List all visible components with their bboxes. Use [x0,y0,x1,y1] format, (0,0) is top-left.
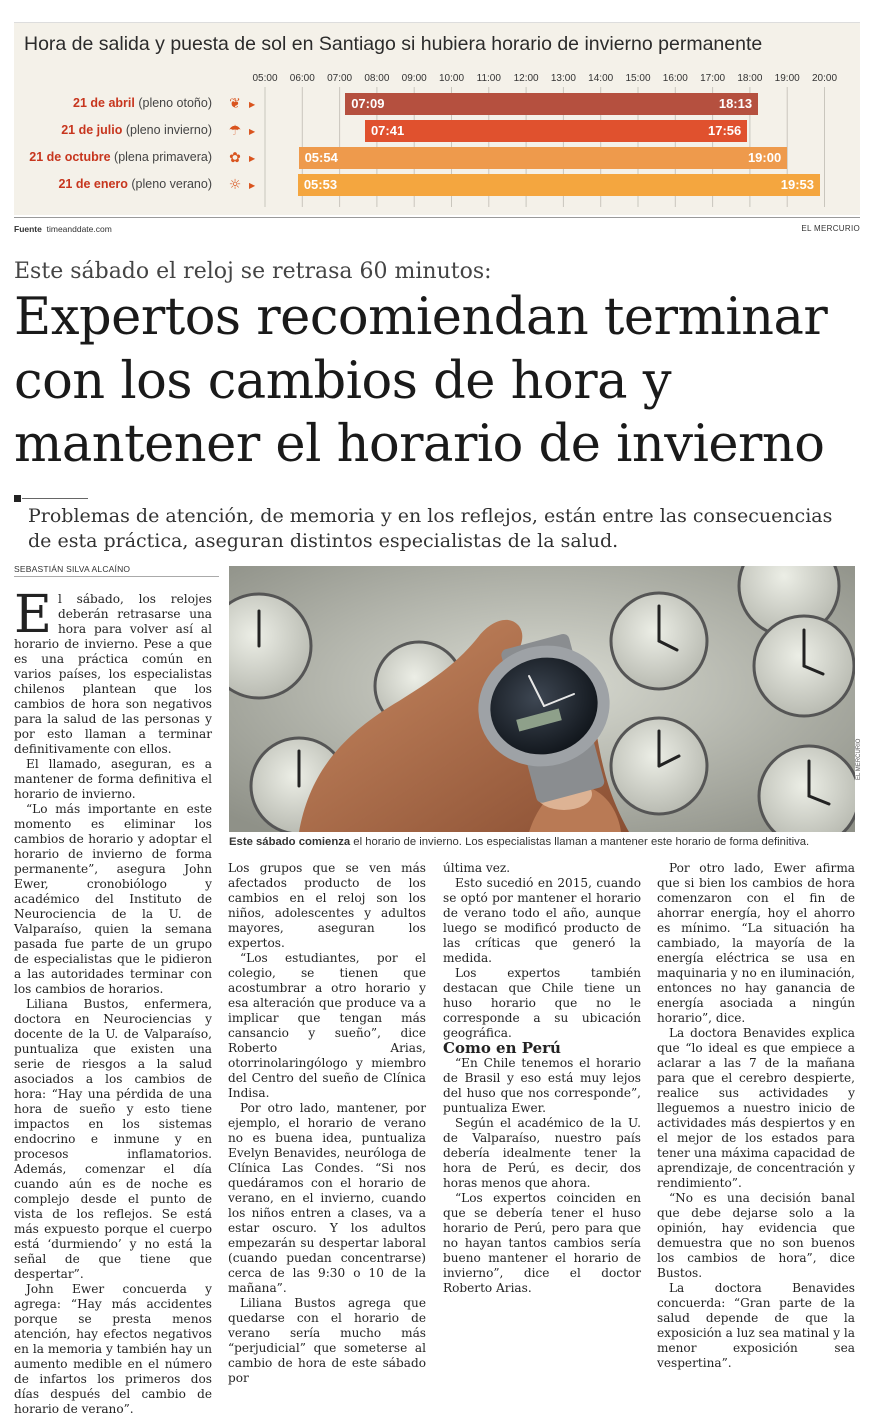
hour-tick-label: 14:00 [588,73,614,84]
body-paragraph: Por otro lado, Ewer afirma que si bien los cambios de hora comenzaron con el fin de ahorrar energía, hoy el ahorro es mínimo. “La situación ha cambiado, la mayoría de la energía eléctrica se usa en maquinaria y no en iluminación, entonces no hay ganancia de energía asociada a ningún horario”, dice. [657,861,855,1025]
arrow-right-icon: ▶ [249,127,256,136]
arrow-right-icon: ▶ [249,181,256,190]
body-paragraph: l sábado, los relojes deberán retrasarse una hora para volver así al horario de invierno. Pese a que es una práctica común en varios países, los especialistas chilenos plantean que los cambios de hora son negativos para la salud de las personas y por esto llaman a terminar definitivamente con ellos. [14,592,212,756]
sunset-time: 19:53 [780,177,814,192]
rain-cloud-icon: ☂ [228,123,242,139]
hour-tick-label: 15:00 [625,73,651,84]
sun-hours-infographic [14,22,860,215]
infographic-bottom-rule [14,217,860,218]
hour-tick-label: 20:00 [811,73,838,84]
byline-rule [14,576,219,577]
hour-tick-label: 17:00 [700,73,726,84]
body-paragraph: La doctora Benavides concuerda: “Gran parte de la salud depende de que la exposición a luz sea matinal y la menor exposición sea vespertina”. [657,1281,855,1370]
sunrise-time: 07:41 [370,123,405,138]
body-paragraph: Esto sucedió en 2015, cuando se optó por mantener el horario de verano todo el año, aunque luego se modificó producto de las críticas que generó la medida. [443,876,641,965]
body-paragraph: “Los estudiantes, por el colegio, se tienen que acostumbrar a otro horario y esa alteración que produce va a implicar que tengan más cansancio y sueño”, dice Roberto Arias, otorrinolaringólogo y miembro del Centro del sueño de Clínica Indisa. [228,951,426,1100]
hour-tick-label: 16:00 [662,73,688,84]
row-label [22,96,212,110]
row-season: (pleno otoño) [134,96,212,110]
hour-tick-label: 19:00 [774,73,800,84]
brand-label: EL MERCURIO [801,224,860,233]
sunrise-time: 07:09 [351,96,385,111]
leaf-icon: ❦ [229,96,241,112]
daylight-bar [298,174,820,196]
sunrise-time: 05:53 [303,177,338,192]
row-date: 21 de abril [73,96,135,110]
body-paragraph: Los expertos también destacan que Chile tiene un huso horario que no le corresponde a su ubicación geográfica. [443,966,641,1040]
deck-bullet [14,495,21,502]
sunset-time: 17:56 [708,123,742,138]
arrow-right-icon: ▶ [249,154,256,163]
arrow-right-icon: ▶ [249,100,256,109]
row-date: 21 de enero [58,177,128,191]
row-label [22,177,212,191]
hour-tick-label: 06:00 [289,73,315,84]
sun-icon: ☼ [228,177,242,193]
sunset-time: 19:00 [747,150,782,165]
daylight-bar [345,93,758,115]
body-column-2 [228,861,426,1386]
row-season: (pleno verano) [127,177,212,191]
photo-illustration [229,566,855,832]
hour-tick-label: 10:00 [438,73,465,84]
drop-cap: E [14,585,52,645]
hour-tick-label: 18:00 [737,73,763,84]
daylight-bar [365,120,747,142]
body-paragraph: Los grupos que se ven más afectados producto de los cambios en el reloj son los niños, adolescentes y adultos mayores, aseguran los expertos. [228,861,426,950]
daylight-bar [299,147,788,169]
body-column-3 [443,861,641,1296]
deck-rule [22,498,88,499]
headline: Expertos recomiendan terminar con los cambios de hora y mantener el horario de invierno [14,288,828,474]
source-label: Fuente [14,224,42,234]
photo-hand-holding-watch [229,566,855,832]
body-paragraph: John Ewer concuerda y agrega: “Hay más accidentes porque se presta menos atención, hay efectos negativos en la memoria y también hay un aumento medible en el número de infartos los primeros dos días después del cambio de horario de verano”. [14,1282,212,1416]
deck: Problemas de atención, de memoria y en los reflejos, están entre las consecuencias de esta práctica, aseguran distintos especialistas de la salud. [28,505,833,552]
body-paragraph: “No es una decisión banal que debe dejarse solo a la opinión, hay evidencia que demuestra que no son buenos los cambios de hora”, dice Bustos. [657,1191,855,1280]
sunrise-time: 05:54 [304,150,338,165]
kicker: Este sábado el reloj se retrasa 60 minutos: [14,259,492,284]
subheading: Como en Perú [443,1039,561,1057]
body-column-4 [657,861,855,1371]
infographic-title: Hora de salida y puesta de sol en Santiago si hubiera horario de invierno permanente [24,33,763,55]
row-label [22,150,212,164]
hour-tick-label: 09:00 [401,73,427,84]
body-paragraph: “Lo más importante en este momento es eliminar los cambios de horario y adoptar el horario de invierno de forma permanente”, asegura John Ewer, cronobiólogo y académico del Instituto de Neurociencia de la U. de Valparaíso, quien la semana pasada fue parte de un grupo de especialistas que le pidieron a las autoridades terminar con los cambios de horarios. [14,802,212,996]
hour-tick-label: 11:00 [476,73,501,84]
caption-bold: Este sábado comienza [229,836,351,848]
body-paragraph: Liliana Bustos, enfermera, doctora en Neurociencias y docente de la U. de Valparaíso, puntualiza que existen una serie de riesgos a la salud asociados a los cambios de hora: “Hay una pérdida de una hora de sueño y esto tiene impactos en los sistemas endocrino e inmune y en procesos inflamatorios. Además, comenzar el día cuando aún es de noche es complejo desde el punto de vista de los reflejos. Se está más expuesto porque el cuerpo está ‘durmiendo’ y no está la señal de que tiene que despertar”. [14,997,212,1281]
hour-tick-label: 13:00 [550,73,576,84]
photo-caption [229,836,859,848]
flower-icon: ✿ [229,150,241,166]
photo-credit: EL MERCURIO [856,738,862,780]
byline: SEBASTIÁN SILVA ALCAÍNO [14,564,131,574]
source-value: timeanddate.com [46,224,112,234]
sunset-time: 18:13 [718,96,753,111]
body-paragraph: Liliana Bustos agrega que quedarse con el horario de verano sería mucho más “perjudicial” que someterse al cambio de hora de este sábado por [228,1296,426,1385]
row-season: (pleno invierno) [122,123,212,137]
source-note [14,224,112,234]
body-paragraph: El llamado, aseguran, es a mantener de forma definitiva el horario de invierno. [14,757,212,801]
body-paragraph: última vez. [443,861,511,875]
body-column-1 [14,585,212,1417]
body-paragraph: Según el académico de la U. de Valparaíso, nuestro país debería idealmente tener la hora de Perú, es decir, dos horas menos que ahora. [443,1116,641,1190]
hour-tick-label: 08:00 [364,73,390,84]
body-paragraph: La doctora Benavides explica que “lo ideal es que empiece a aclarar a las 7 de la mañana para que el cerebro despierte, realice sus actividades y lleguemos a nuestro inicio de actividades más despiertos y en el mejor de los estados para tener una máxima capacidad de aprendizaje, de concentración y rendimiento”. [657,1026,855,1190]
body-paragraph: “Los expertos coinciden en que se debería tener el huso horario de Perú, pero para que no hayan tantos cambios sería bueno mantener el horario de invierno”, dice el doctor Roberto Arias. [443,1191,641,1295]
hour-tick-label: 05:00 [252,73,278,84]
body-paragraph: Por otro lado, mantener, por ejemplo, el horario de verano no es buena idea, puntualiza Evelyn Benavides, neuróloga de Clínica Las Condes. “Si nos quedáramos con el horario de verano, en el invierno, cuando los niños entren a clases, va a estar oscuro. Y los adultos empezarán su despertar laboral (cuando puedan concentrarse) cerca de las 9:30 o 10 de la mañana”. [228,1101,426,1295]
hour-tick-label: 12:00 [513,73,539,84]
row-date: 21 de julio [61,123,123,137]
row-season: (plena primavera) [110,150,212,164]
caption-text: el horario de invierno. Los especialistas llaman a mantener este horario de forma definitiva. [350,836,810,848]
hour-tick-label: 07:00 [327,73,353,84]
row-label [22,123,212,137]
body-paragraph: “En Chile tenemos el horario de Brasil y eso está muy lejos del huso que nos corresponde”, puntualiza Ewer. [443,1056,641,1115]
row-date: 21 de octubre [29,150,111,164]
